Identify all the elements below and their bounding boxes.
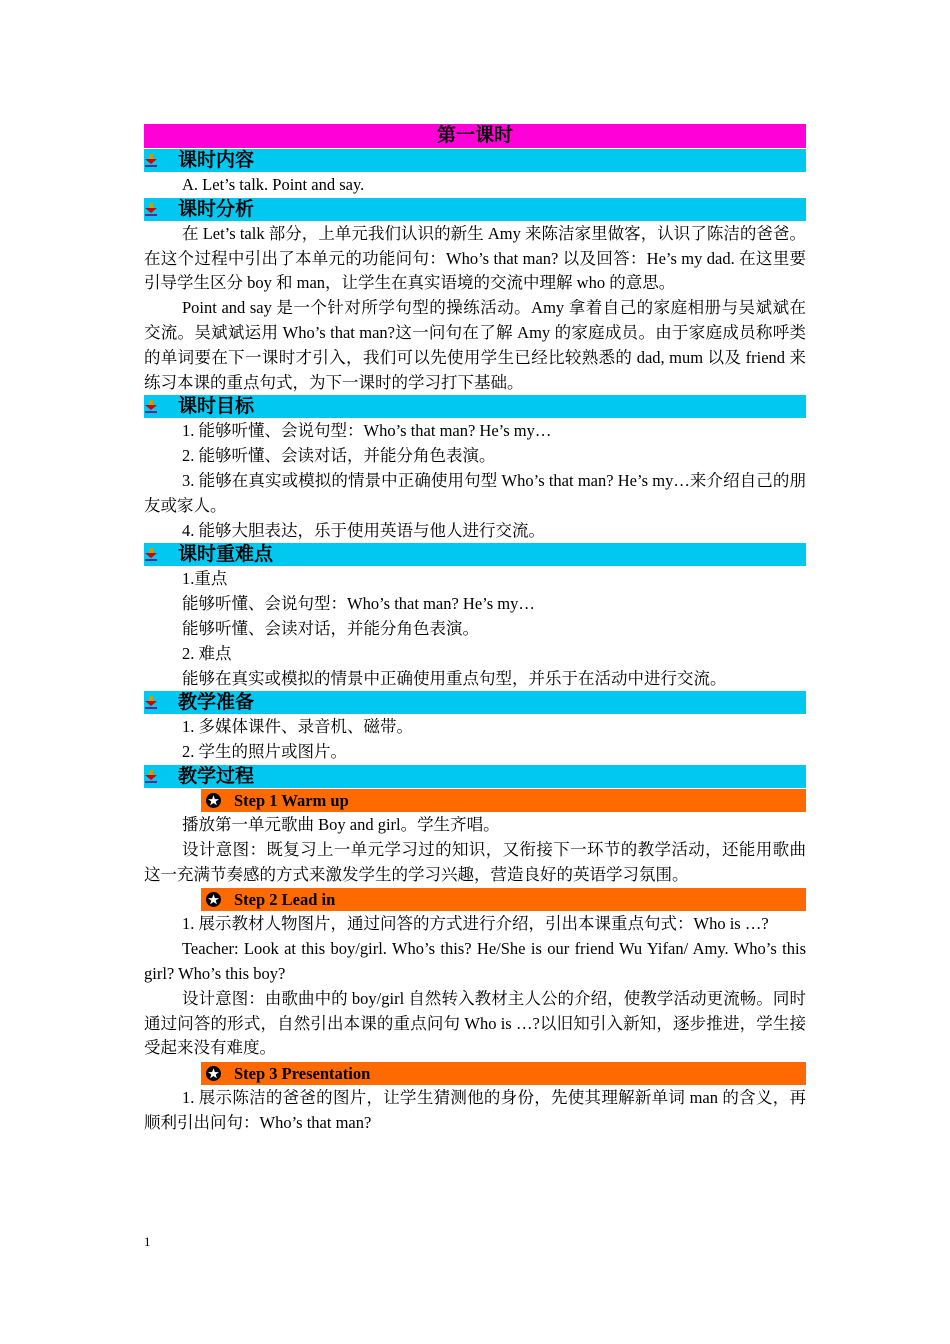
page-number: 1 <box>144 1234 151 1249</box>
section-header-process <box>144 765 806 788</box>
section-header-goals <box>144 395 806 418</box>
download-arrow-icon <box>145 548 157 561</box>
goal-item: 1. 能够听懂、会说句型：Who’s that man? He’s my… <box>182 421 552 441</box>
step-paragraph: 播放第一单元歌曲 Boy and girl。学生齐唱。 <box>182 814 500 834</box>
download-arrow-icon <box>145 400 157 413</box>
step-paragraph: 设计意图：由歌曲中的 boy/girl 自然转入教材主人公的介绍，使教学活动更流畅。同时通过问答的形式，自然引出本课的重点问句 Who is …?以旧知引入新知，逐步推进，学生接受起来没有难度。 <box>144 988 806 1058</box>
analysis-paragraph: 在 Let’s talk 部分，上单元我们认识的新生 Amy 来陈洁家里做客，认识了陈洁的爸爸。在这个过程中引出了本单元的功能问句：Who’s that man? 以及回答：He’s my dad. 在这里要引导学生区分 boy 和 man，让学生在真实语境的交流中理解 who 的意思。 <box>144 223 806 293</box>
lesson-title: 第一课时 <box>144 124 806 148</box>
step-title: Step 3 Presentation <box>234 1064 371 1084</box>
keypoint-item: 能够在真实或模拟的情景中正确使用重点句型，并乐于在活动中进行交流。 <box>182 668 727 688</box>
section-title: 课时分析 <box>178 197 255 220</box>
section-title: 课时内容 <box>178 149 255 171</box>
keypoint-item: 能够听懂、会读对话，并能分角色表演。 <box>182 618 479 638</box>
keypoint-item: 能够听懂、会说句型：Who’s that man? He’s my… <box>182 594 535 614</box>
download-arrow-icon <box>145 203 157 216</box>
download-arrow-icon <box>145 154 157 167</box>
step-paragraph: 1. 展示教材人物图片，通过问答的方式进行介绍，引出本课重点句式：Who is …? <box>182 914 769 934</box>
section-header-content <box>144 149 806 172</box>
goal-item: 3. 能够在真实或模拟的情景中正确使用句型 Who’s that man? He’s my…来介绍自己的朋友或家人。 <box>144 470 806 515</box>
step-paragraph: Teacher: Look at this boy/girl. Who’s this? He/She is our friend Wu Yifan/ Amy. Who’s this girl? Who’s this boy? <box>144 939 806 983</box>
content-text: A. Let’s talk. Point and say. <box>182 175 365 194</box>
section-header-analysis <box>144 198 806 221</box>
keypoint-item: 1.重点 <box>182 569 228 589</box>
prep-item: 2. 学生的照片或图片。 <box>182 742 347 762</box>
download-arrow-icon <box>145 696 157 709</box>
step-header-warmup <box>201 789 806 812</box>
section-title: 课时重难点 <box>178 543 274 566</box>
section-title: 课时目标 <box>178 395 255 418</box>
keypoint-item: 2. 难点 <box>182 643 232 663</box>
section-header-prep <box>144 691 806 714</box>
section-header-keypoints <box>144 543 806 566</box>
step-header-presentation <box>201 1062 806 1085</box>
step-paragraph: 1. 展示陈洁的爸爸的图片，让学生猜测他的身份，先使其理解新单词 man 的含义，再顺利引出问句：Who’s that man? <box>144 1088 806 1132</box>
star-circle-icon <box>206 1066 221 1081</box>
document-content <box>144 124 806 1136</box>
star-circle-icon <box>206 793 221 808</box>
step-header-leadin <box>201 888 806 911</box>
section-title: 教学过程 <box>178 764 255 787</box>
step-title: Step 2 Lead in <box>234 890 336 910</box>
goal-item: 4. 能够大胆表达，乐于使用英语与他人进行交流。 <box>182 520 545 540</box>
download-arrow-icon <box>145 770 157 783</box>
goal-item: 2. 能够听懂、会读对话，并能分角色表演。 <box>182 446 496 466</box>
step-title: Step 1 Warm up <box>234 790 349 810</box>
star-circle-icon <box>206 892 221 907</box>
analysis-paragraph: Point and say 是一个针对所学句型的操练活动。Amy 拿着自己的家庭相册与吴斌斌在交流。吴斌斌运用 Who’s that man?这一问句在了解 Amy 的家庭成员。由于家庭成员称呼类的单词要在下一课时才引入，我们可以先使用学生已经比较熟悉的 dad, mum 以及 friend 来练习本课的重点句式，为下一课时的学习打下基础。 <box>144 298 806 392</box>
section-title: 教学准备 <box>178 691 255 714</box>
prep-item: 1. 多媒体课件、录音机、磁带。 <box>182 717 413 737</box>
step-paragraph: 设计意图：既复习上一单元学习过的知识，又衔接下一环节的教学活动，还能用歌曲这一充满节奏感的方式来激发学生的学习兴趣，营造良好的英语学习氛围。 <box>144 839 806 884</box>
